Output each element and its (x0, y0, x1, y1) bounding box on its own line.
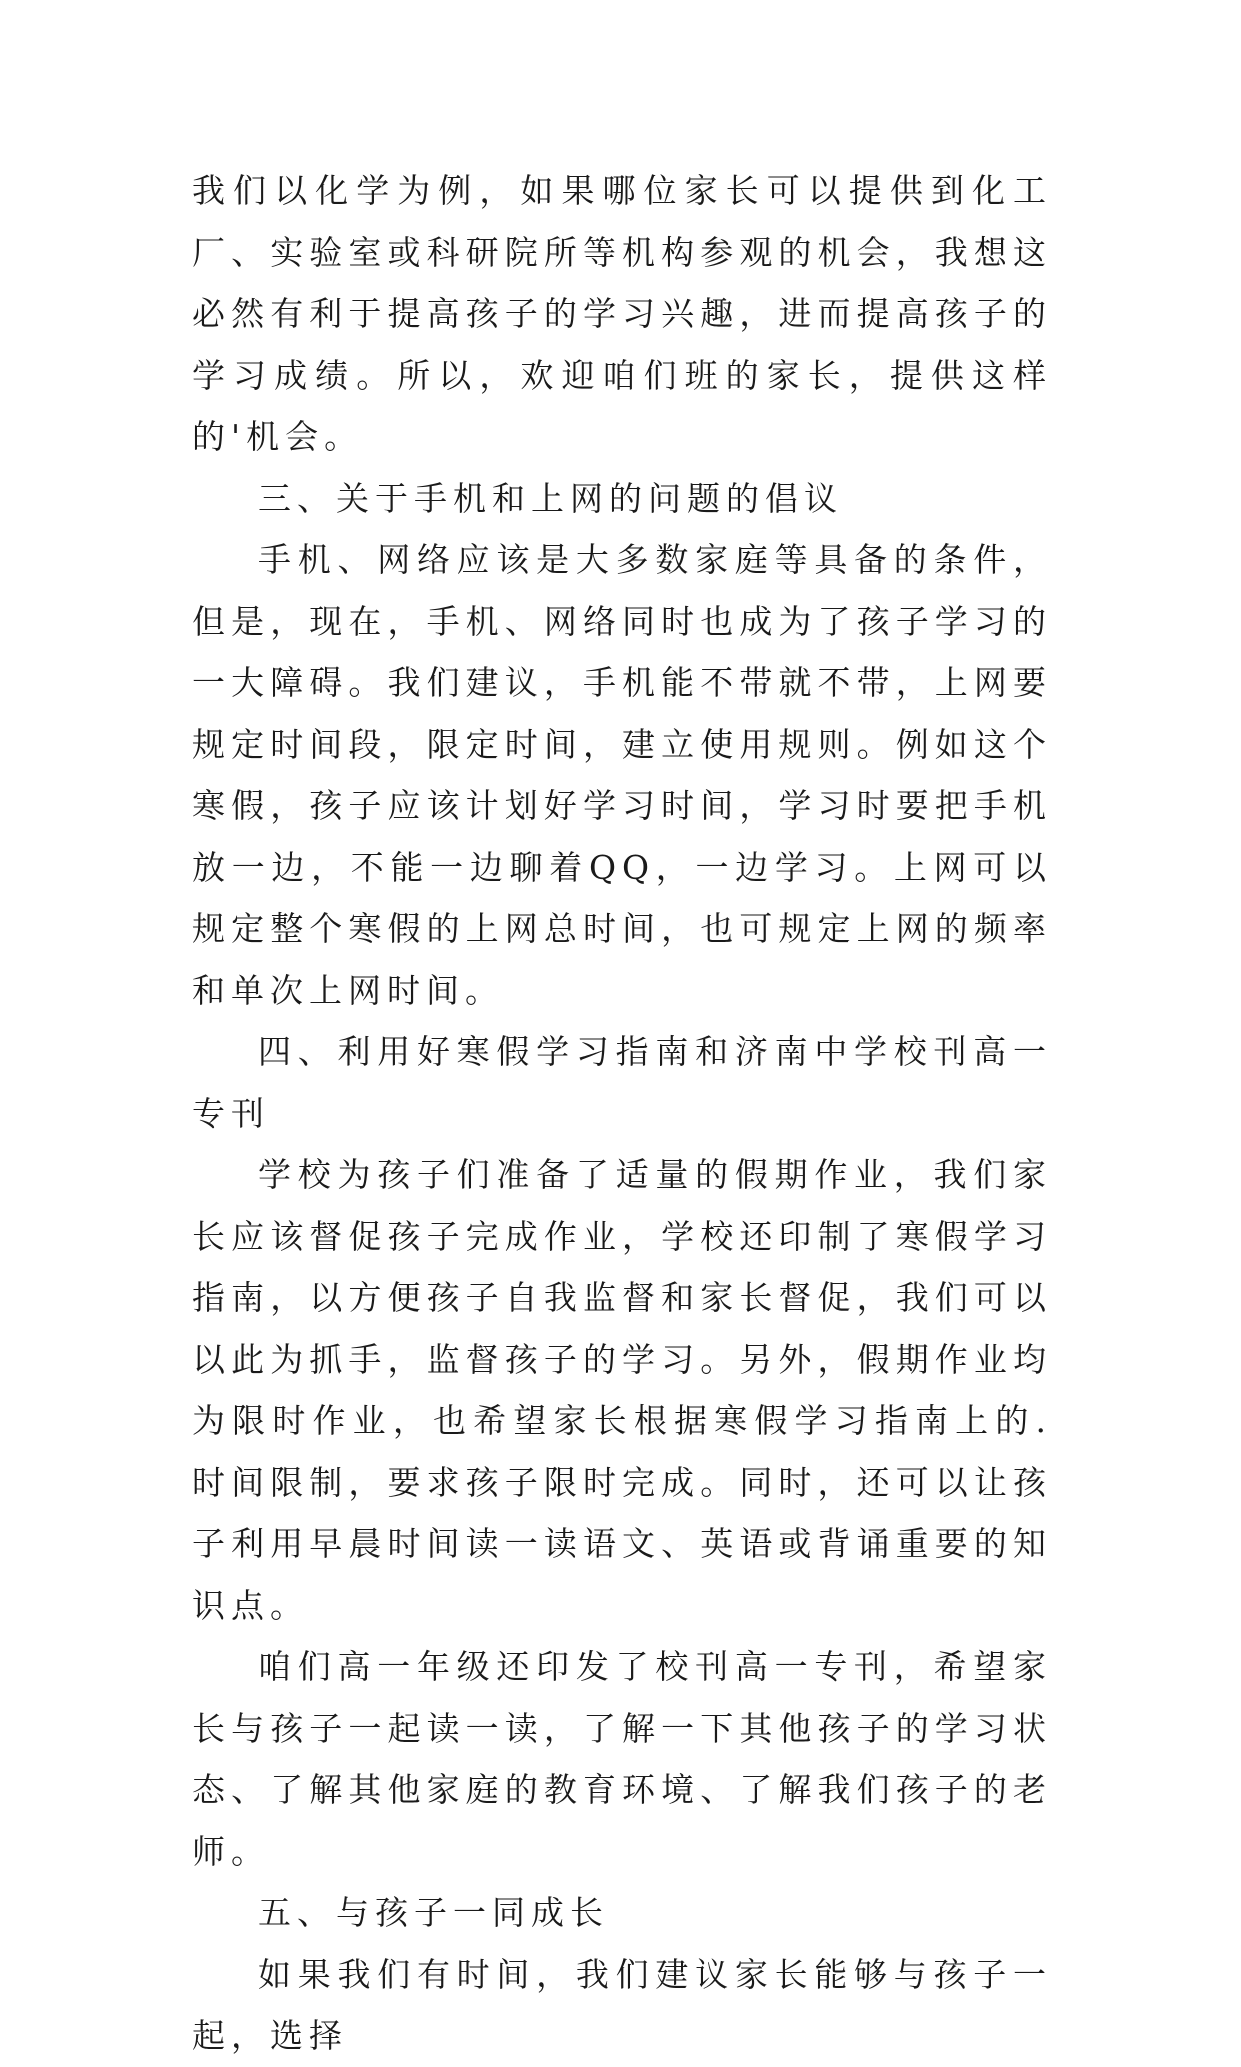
paragraph-school-journal: 咱们高一年级还印发了校刊高一专刊，希望家长与孩子一起读一读，了解一下其他孩子的学习状态、了解其他家庭的教育环境、了解我们孩子的老师。 (192, 1647, 1052, 1871)
section-heading-grow-together: 五、与孩子一同成长 (258, 1893, 609, 1932)
paragraph-phone-internet: 手机、网络应该是大多数家庭等具备的条件，但是，现在，手机、网络同时也成为了孩子学习的一大障碍。我们建议，手机能不带就不带，上网要规定时间段，限定时间，建立使用规则。例如这个寒假，孩子应该计划好学习时间，学习时要把手机放一边，不能一边聊着QQ，一边学习。上网可以规定整个寒假的上网总时间，也可规定上网的频率和单次上网时间。 (192, 540, 1052, 1010)
paragraph-homework-guide: 学校为孩子们准备了适量的假期作业，我们家长应该督促孩子完成作业，学校还印制了寒假学习指南，以方便孩子自我监督和家长督促，我们可以以此为抓手，监督孩子的学习。另外，假期作业均为限时作业，也希望家长根据寒假学习指南上的.时间限制，要求孩子限时完成。同时，还可以让孩子利用早晨时间读一读语文、英语或背诵重要的知识点。 (192, 1155, 1052, 1625)
section-heading-study-guide: 四、利用好寒假学习指南和济南中学校刊高一专刊 (192, 1032, 1052, 1133)
section-heading-phone-internet: 三、关于手机和上网的问题的倡议 (258, 478, 843, 518)
document-body (192, 160, 1052, 2067)
paragraph-grow-together: 如果我们有时间，我们建议家长能够与孩子一起，选择 (192, 1954, 1052, 2055)
paragraph-chemistry-example: 我们以化学为例，如果哪位家长可以提供到化工厂、实验室或科研院所等机构参观的机会，我想这必然有利于提高孩子的学习兴趣，进而提高孩子的学习成绩。所以，欢迎咱们班的家长，提供这样的'机会。 (192, 171, 1052, 456)
